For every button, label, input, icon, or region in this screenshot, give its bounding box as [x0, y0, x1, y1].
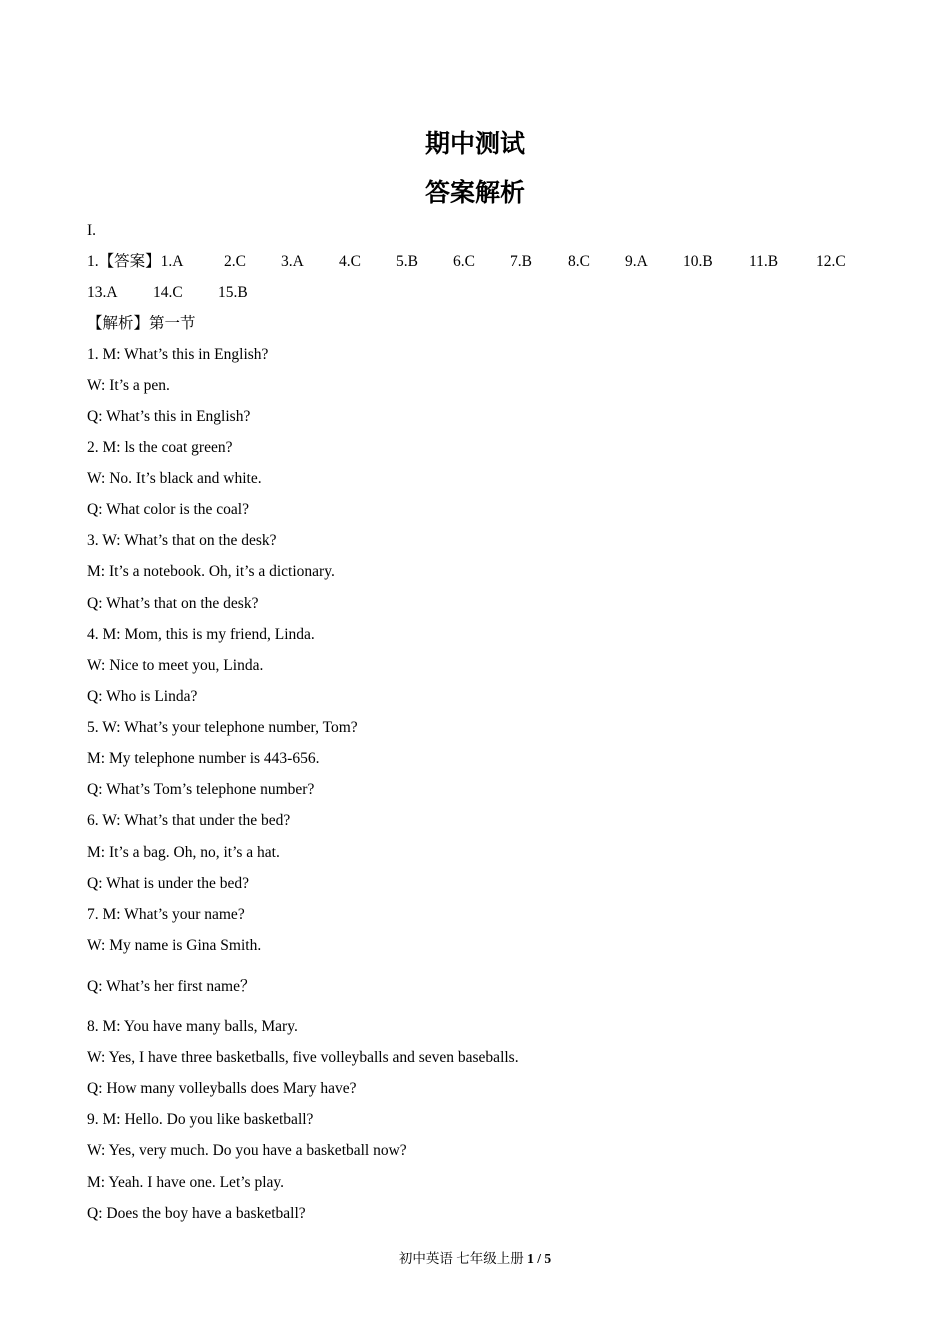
dialogue-line: Q: What’s her first name？: [87, 978, 256, 995]
dialogue-line: M: It’s a notebook. Oh, it’s a dictionary.: [87, 563, 335, 580]
answer-item: 7.B: [510, 253, 532, 270]
answer-item: 15.B: [218, 284, 248, 301]
answer-item: 1.A: [160, 253, 184, 270]
dialogue-line: M: Yeah. I have one. Let’s play.: [87, 1174, 285, 1191]
answer-item: 13.A: [87, 284, 118, 301]
dialogue-line: 2. M: ls the coat green?: [87, 439, 233, 456]
answer-item: 3.A: [281, 253, 304, 270]
dialogue-line: W: No. It’s black and white.: [87, 470, 262, 487]
analysis-label: 【解析】第一节: [87, 315, 196, 332]
answer-item: 14.C: [153, 284, 183, 301]
dialogue-line: 3. W: What’s that on the desk?: [87, 532, 277, 549]
dialogue-line: 6. W: What’s that under the bed?: [87, 812, 291, 829]
dialogue-line: Q: What’s Tom’s telephone number?: [87, 781, 315, 798]
answer-item: 8.C: [568, 253, 590, 270]
dialogue-line: 7. M: What’s your name?: [87, 906, 245, 923]
page-number: 1 / 5: [527, 1251, 552, 1266]
dialogue-line: 4. M: Mom, this is my friend, Linda.: [87, 626, 315, 643]
answer-item: 2.C: [224, 253, 246, 270]
dialogue-line: Q: What is under the bed?: [87, 875, 249, 892]
page-title: 期中测试: [424, 129, 525, 158]
dialogue-line: W: My name is Gina Smith.: [87, 937, 262, 954]
page-subtitle: 答案解析: [424, 178, 525, 207]
dialogue-line: Q: What’s this in English?: [87, 408, 251, 425]
answer-item: 4.C: [339, 253, 361, 270]
dialogue-line: 5. W: What’s your telephone number, Tom?: [87, 719, 358, 736]
dialogue-line: Q: Who is Linda?: [87, 688, 198, 705]
dialogue-line: M: It’s a bag. Oh, no, it’s a hat.: [87, 844, 280, 861]
dialogue-line: M: My telephone number is 443-656.: [87, 750, 320, 767]
dialogue-line: 8. M: You have many balls, Mary.: [87, 1018, 298, 1035]
dialogue-line: Q: How many volleyballs does Mary have?: [87, 1080, 357, 1097]
dialogue-line: W: Yes, I have three basketballs, five volleyballs and seven baseballs.: [87, 1049, 519, 1066]
dialogue-line: Q: Does the boy have a basketball?: [87, 1205, 306, 1222]
answer-item: 12.C: [816, 253, 846, 270]
answer-item: 9.A: [625, 253, 648, 270]
answer-item: 10.B: [683, 253, 713, 270]
answer-item: 6.C: [453, 253, 475, 270]
answer-item: 5.B: [396, 253, 418, 270]
section-label: I.: [87, 222, 97, 239]
dialogue-line: W: Nice to meet you, Linda.: [87, 657, 264, 674]
answer-prefix: 1.【答案】: [87, 253, 161, 270]
page-footer: [0, 1247, 950, 1267]
footer-text: 初中英语 七年级上册: [398, 1251, 524, 1266]
dialogue-line: Q: What’s that on the desk?: [87, 595, 259, 612]
dialogue-line: W: It’s a pen.: [87, 377, 170, 394]
answer-item: 11.B: [749, 253, 779, 270]
dialogue-line: Q: What color is the coal?: [87, 501, 249, 518]
dialogue-line: W: Yes, very much. Do you have a basketball now?: [87, 1142, 407, 1159]
dialogue-line: 1. M: What’s this in English?: [87, 346, 269, 363]
dialogue-line: 9. M: Hello. Do you like basketball?: [87, 1111, 314, 1128]
